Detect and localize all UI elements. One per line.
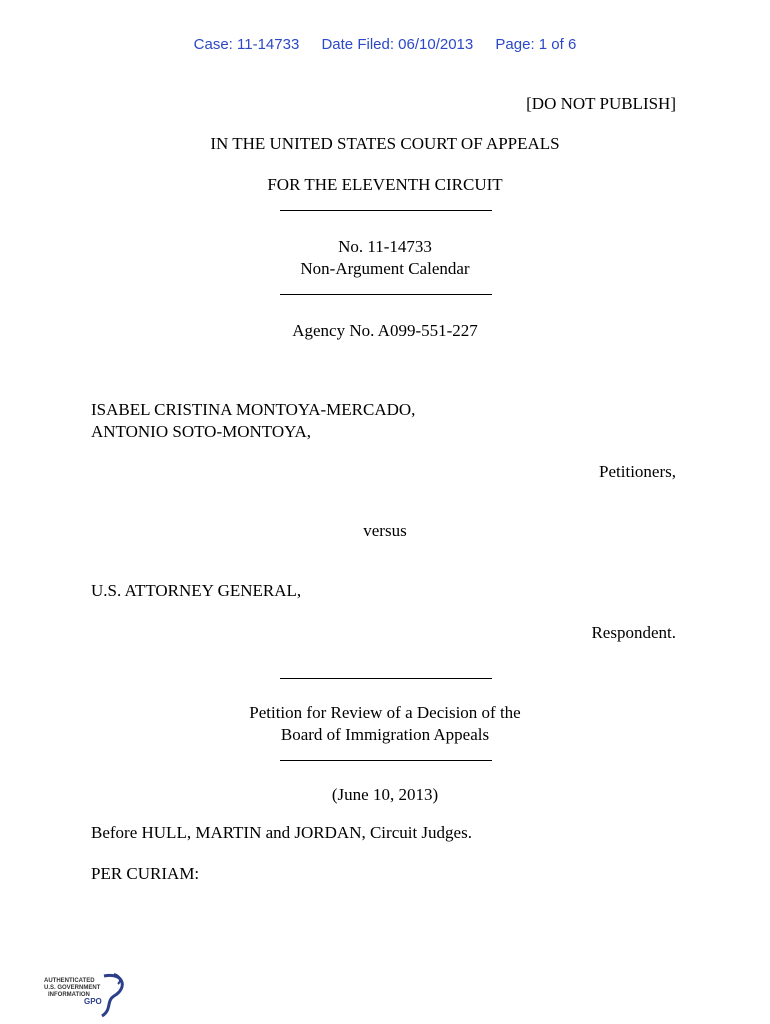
versus-text: versus (363, 521, 407, 540)
divider-rule (280, 760, 492, 761)
case-number: No. 11-14733 (338, 237, 432, 256)
publish-note: [DO NOT PUBLISH] (526, 94, 676, 113)
divider-rule (280, 294, 492, 295)
court-name-line1: IN THE UNITED STATES COURT OF APPEALS (210, 134, 560, 153)
logo-line-2: U.S. GOVERNMENT (44, 985, 101, 991)
decision-date: (June 10, 2013) (331, 785, 439, 804)
court-name-line2: FOR THE ELEVENTH CIRCUIT (267, 175, 503, 194)
panel-judges: Before HULL, MARTIN and JORDAN, Circuit Judges. (91, 823, 472, 842)
page-count-header: Page: 1 of 6 (495, 36, 577, 53)
case-number-header: Case: 11-14733 (193, 36, 300, 53)
gpo-authenticated-logo (42, 970, 132, 1018)
petition-line-1: Petition for Review of a Decision of the (249, 703, 521, 722)
respondent-label: Respondent. (591, 623, 676, 642)
logo-mark: GPO (84, 997, 102, 1006)
petition-line-2: Board of Immigration Appeals (280, 725, 490, 744)
petitioners-label: Petitioners, (599, 462, 676, 481)
agency-number: Agency No. A099-551-227 (292, 321, 478, 340)
logo-line-3: INFORMATION (48, 992, 90, 998)
petitioner-name-1: ISABEL CRISTINA MONTOYA-MERCADO, (91, 400, 416, 419)
divider-rule (280, 210, 492, 211)
divider-rule (280, 678, 492, 679)
date-filed-header: Date Filed: 06/10/2013 (321, 36, 474, 53)
logo-line-1: AUTHENTICATED (44, 978, 95, 984)
pacer-header (0, 36, 770, 53)
petitioner-name-2: ANTONIO SOTO-MONTOYA, (91, 422, 312, 441)
per-curiam-heading: PER CURIAM: (91, 864, 200, 883)
calendar-type: Non-Argument Calendar (300, 259, 470, 278)
respondent-name: U.S. ATTORNEY GENERAL, (91, 581, 302, 600)
